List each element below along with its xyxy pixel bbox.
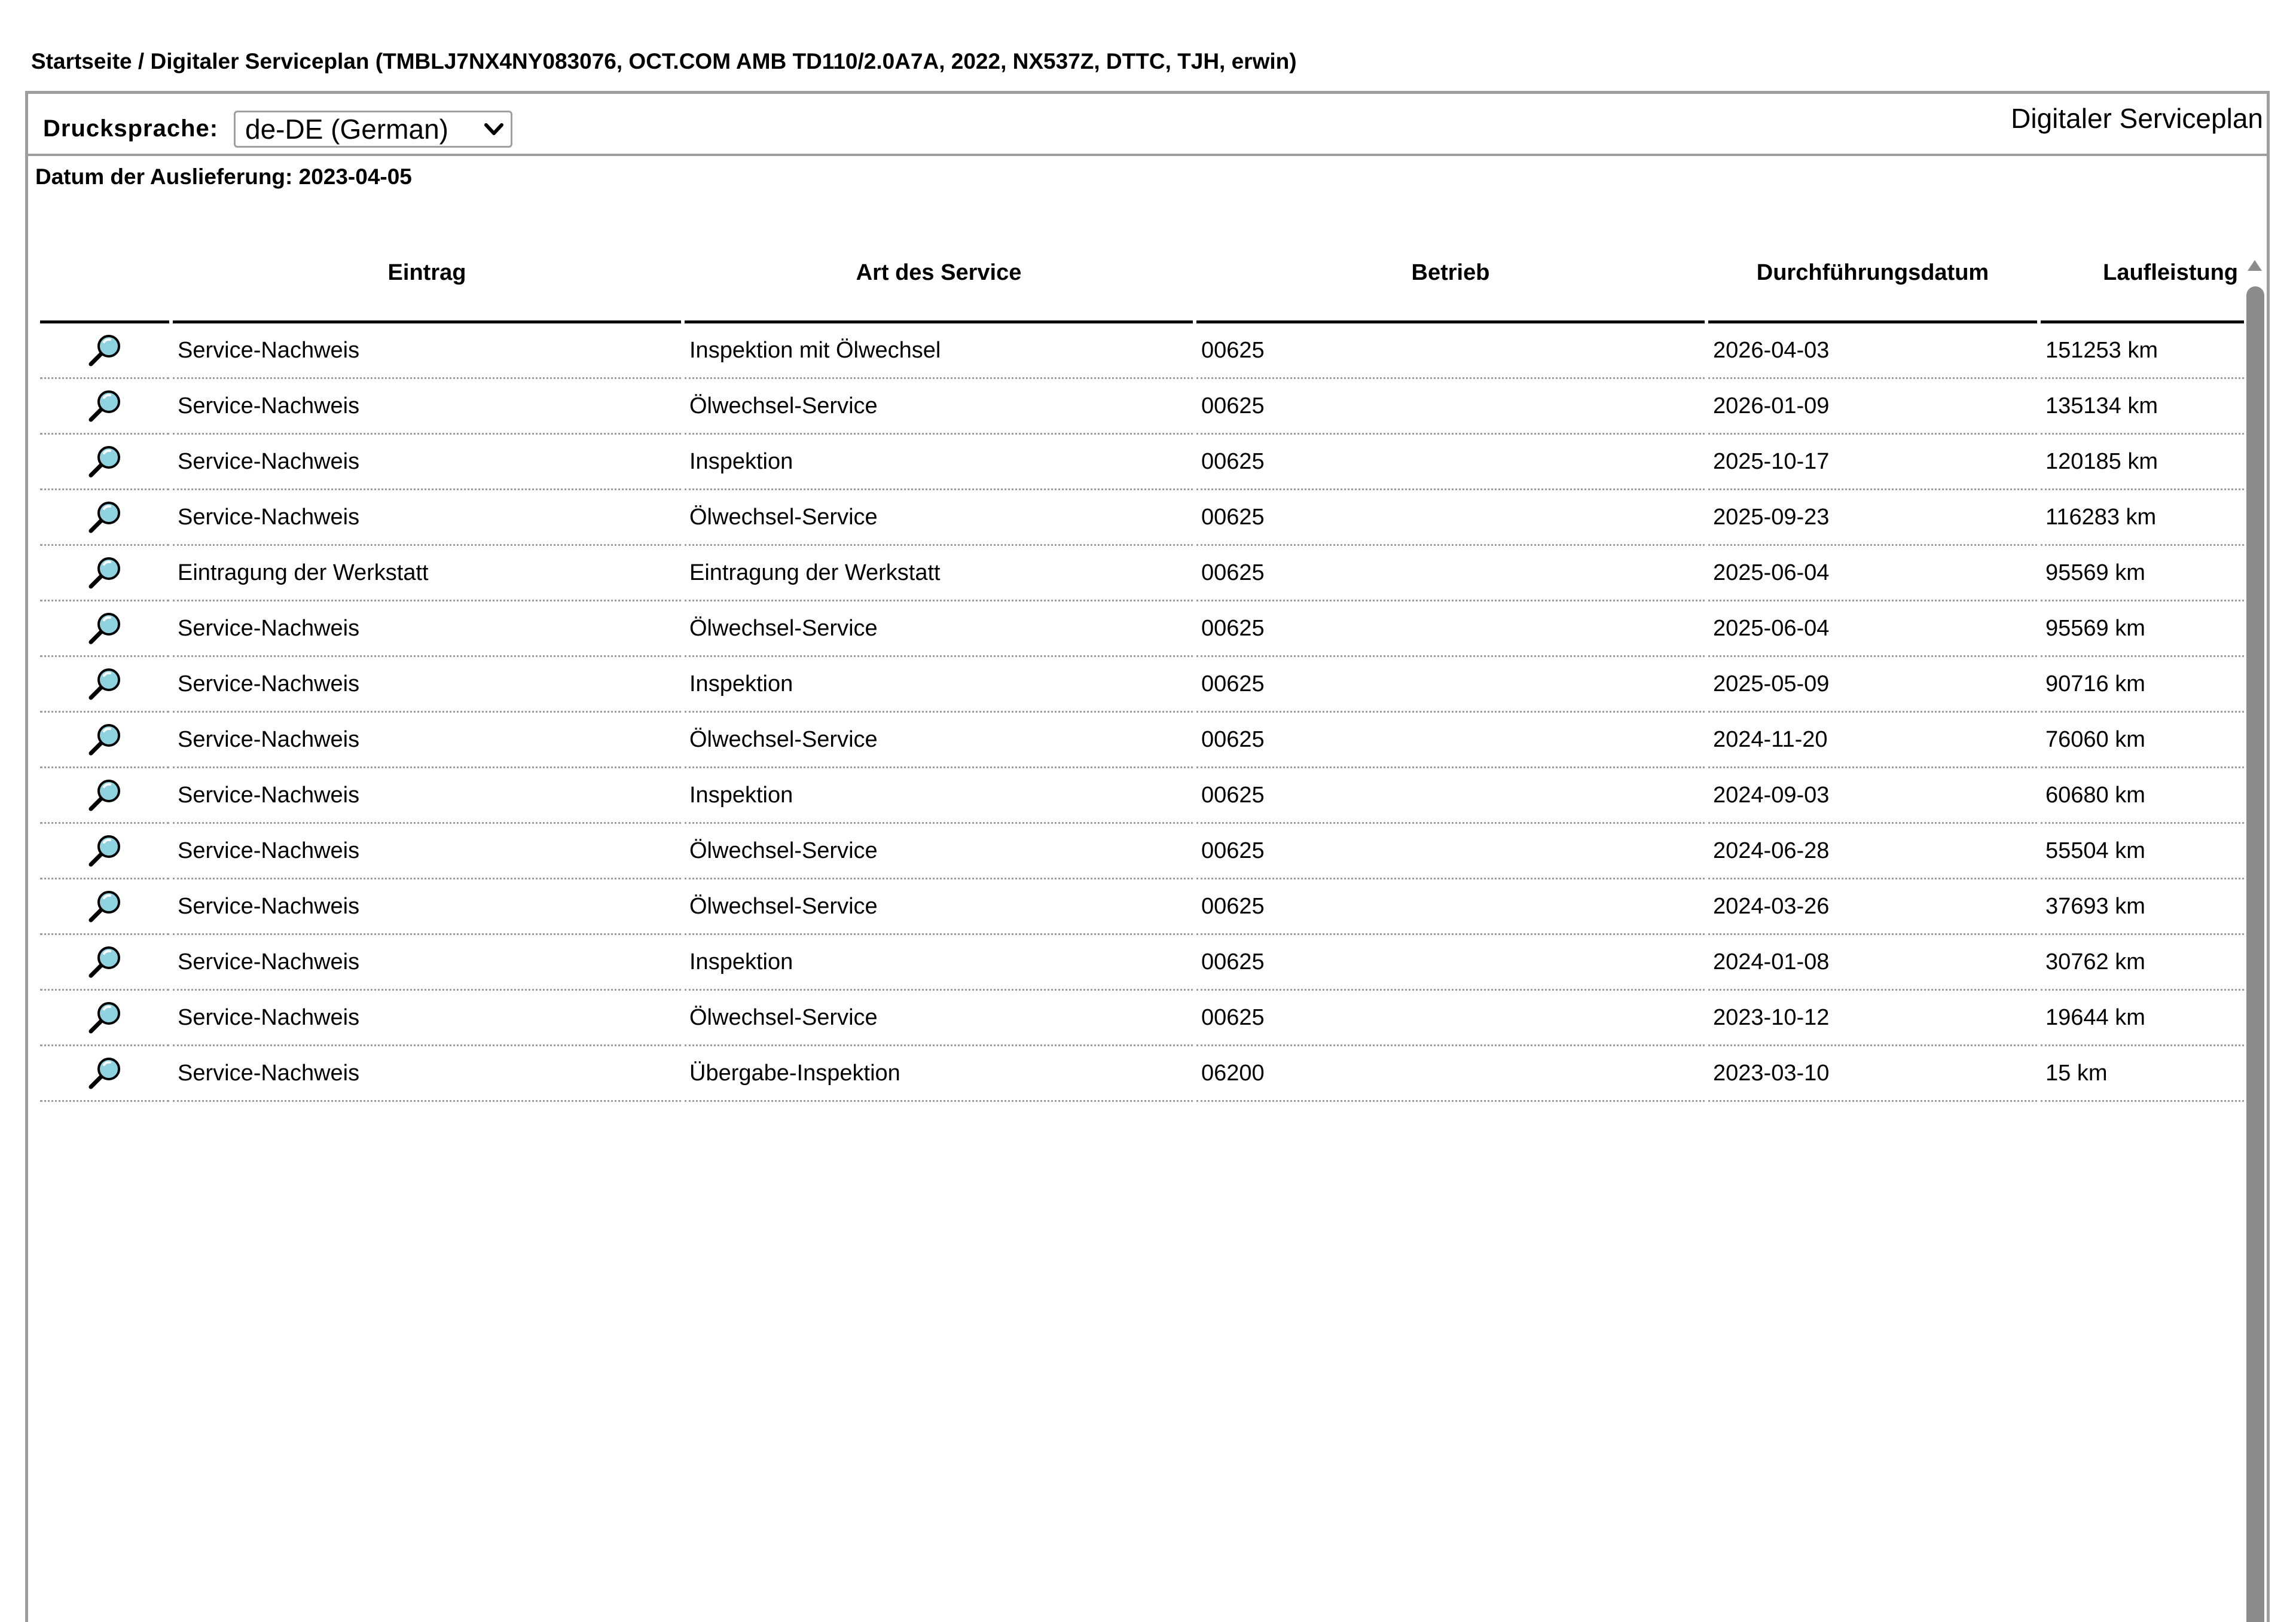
cell-mileage: 135134 km	[2041, 379, 2244, 435]
cell-entry: Service-Nachweis	[173, 991, 681, 1046]
cell-mileage: 60680 km	[2041, 768, 2244, 824]
cell-date: 2023-10-12	[1708, 991, 2037, 1046]
table-row	[40, 601, 2244, 657]
cell-entry: Eintragung der Werkstatt	[173, 546, 681, 601]
cell-service-type: Inspektion	[685, 657, 1193, 713]
cell-service-type: Inspektion	[685, 768, 1193, 824]
table-header-row	[40, 243, 2244, 323]
magnifier-icon[interactable]	[86, 499, 123, 536]
magnifier-icon[interactable]	[86, 443, 123, 480]
cell-date: 2026-01-09	[1708, 379, 2037, 435]
cell-entry: Service-Nachweis	[173, 601, 681, 657]
cell-entry: Service-Nachweis	[173, 379, 681, 435]
service-plan-panel	[25, 91, 2270, 1622]
magnifier-icon[interactable]	[86, 999, 123, 1036]
row-action-cell	[40, 991, 169, 1046]
table-row	[40, 379, 2244, 435]
panel-header	[28, 94, 2267, 156]
print-language-label: Drucksprache:	[43, 115, 219, 142]
magnifier-icon[interactable]	[86, 721, 123, 758]
row-action-cell	[40, 824, 169, 879]
table-row	[40, 935, 2244, 991]
cell-service-type: Ölwechsel-Service	[685, 601, 1193, 657]
cell-workshop: 00625	[1196, 379, 1705, 435]
magnifier-icon[interactable]	[86, 665, 123, 702]
row-action-cell	[40, 879, 169, 935]
table-row	[40, 1046, 2244, 1102]
row-action-cell	[40, 323, 169, 379]
cell-mileage: 76060 km	[2041, 713, 2244, 768]
panel-title: Digitaler Serviceplan	[2011, 103, 2263, 134]
row-action-cell	[40, 768, 169, 824]
table-row	[40, 435, 2244, 490]
cell-service-type: Ölwechsel-Service	[685, 824, 1193, 879]
print-language-value: de-DE (German)	[245, 114, 448, 145]
cell-entry: Service-Nachweis	[173, 1046, 681, 1102]
cell-date: 2024-06-28	[1708, 824, 2037, 879]
table-row	[40, 323, 2244, 379]
cell-date: 2024-09-03	[1708, 768, 2037, 824]
magnifier-icon[interactable]	[86, 610, 123, 647]
print-language-select[interactable]	[234, 111, 512, 148]
magnifier-icon[interactable]	[86, 332, 123, 369]
cell-workshop: 00625	[1196, 546, 1705, 601]
cell-service-type: Inspektion mit Ölwechsel	[685, 323, 1193, 379]
cell-date: 2025-09-23	[1708, 490, 2037, 546]
cell-mileage: 15 km	[2041, 1046, 2244, 1102]
cell-workshop: 00625	[1196, 991, 1705, 1046]
magnifier-icon[interactable]	[86, 554, 123, 591]
cell-service-type: Inspektion	[685, 935, 1193, 991]
row-action-cell	[40, 713, 169, 768]
cell-date: 2024-11-20	[1708, 713, 2037, 768]
cell-service-type: Ölwechsel-Service	[685, 991, 1193, 1046]
delivery-date: Datum der Auslieferung: 2023-04-05	[35, 164, 412, 189]
cell-entry: Service-Nachweis	[173, 323, 681, 379]
cell-workshop: 00625	[1196, 657, 1705, 713]
cell-entry: Service-Nachweis	[173, 490, 681, 546]
cell-entry: Service-Nachweis	[173, 935, 681, 991]
cell-mileage: 19644 km	[2041, 991, 2244, 1046]
row-action-cell	[40, 1046, 169, 1102]
cell-workshop: 06200	[1196, 1046, 1705, 1102]
row-action-cell	[40, 490, 169, 546]
cell-mileage: 90716 km	[2041, 657, 2244, 713]
magnifier-icon[interactable]	[86, 943, 123, 980]
cell-workshop: 00625	[1196, 879, 1705, 935]
cell-mileage: 55504 km	[2041, 824, 2244, 879]
scroll-up-arrow-icon[interactable]	[2246, 259, 2263, 272]
table-row	[40, 991, 2244, 1046]
column-header-workshop: Betrieb	[1196, 243, 1705, 323]
cell-workshop: 00625	[1196, 713, 1705, 768]
cell-entry: Service-Nachweis	[173, 657, 681, 713]
cell-workshop: 00625	[1196, 435, 1705, 490]
row-action-cell	[40, 935, 169, 991]
cell-workshop: 00625	[1196, 935, 1705, 991]
row-action-cell	[40, 546, 169, 601]
cell-mileage: 37693 km	[2041, 879, 2244, 935]
magnifier-icon[interactable]	[86, 1055, 123, 1092]
table-row	[40, 546, 2244, 601]
cell-date: 2026-04-03	[1708, 323, 2037, 379]
column-header-service-type: Art des Service	[685, 243, 1193, 323]
cell-service-type: Ölwechsel-Service	[685, 490, 1193, 546]
cell-date: 2024-01-08	[1708, 935, 2037, 991]
column-header-entry: Eintrag	[173, 243, 681, 323]
table-row	[40, 768, 2244, 824]
cell-mileage: 95569 km	[2041, 546, 2244, 601]
magnifier-icon[interactable]	[86, 777, 123, 814]
cell-entry: Service-Nachweis	[173, 824, 681, 879]
cell-mileage: 30762 km	[2041, 935, 2244, 991]
magnifier-icon[interactable]	[86, 387, 123, 424]
breadcrumb: Startseite / Digitaler Serviceplan (TMBLJ7NX4NY083076, OCT.COM AMB TD110/2.0A7A, 2022, NX537Z, DTTC, TJH, erwin)	[31, 49, 1297, 74]
cell-mileage: 95569 km	[2041, 601, 2244, 657]
vertical-scrollbar[interactable]	[2243, 162, 2267, 1622]
cell-mileage: 116283 km	[2041, 490, 2244, 546]
table-row	[40, 490, 2244, 546]
cell-service-type: Übergabe-Inspektion	[685, 1046, 1193, 1102]
magnifier-icon[interactable]	[86, 888, 123, 925]
row-action-cell	[40, 379, 169, 435]
cell-workshop: 00625	[1196, 824, 1705, 879]
magnifier-icon[interactable]	[86, 832, 123, 869]
column-header-date: Durchführungsdatum	[1708, 243, 2037, 323]
cell-mileage: 120185 km	[2041, 435, 2244, 490]
cell-date: 2023-03-10	[1708, 1046, 2037, 1102]
cell-workshop: 00625	[1196, 323, 1705, 379]
cell-service-type: Ölwechsel-Service	[685, 713, 1193, 768]
table-row	[40, 879, 2244, 935]
cell-service-type: Ölwechsel-Service	[685, 879, 1193, 935]
scroll-thumb[interactable]	[2246, 286, 2264, 1622]
cell-entry: Service-Nachweis	[173, 713, 681, 768]
cell-date: 2025-06-04	[1708, 546, 2037, 601]
cell-mileage: 151253 km	[2041, 323, 2244, 379]
column-header-mileage: Laufleistung	[2041, 243, 2244, 323]
cell-workshop: 00625	[1196, 490, 1705, 546]
row-action-cell	[40, 657, 169, 713]
row-action-cell	[40, 435, 169, 490]
cell-entry: Service-Nachweis	[173, 768, 681, 824]
cell-date: 2024-03-26	[1708, 879, 2037, 935]
cell-workshop: 00625	[1196, 601, 1705, 657]
cell-date: 2025-10-17	[1708, 435, 2037, 490]
cell-service-type: Ölwechsel-Service	[685, 379, 1193, 435]
cell-service-type: Eintragung der Werkstatt	[685, 546, 1193, 601]
cell-service-type: Inspektion	[685, 435, 1193, 490]
table-row	[40, 657, 2244, 713]
chevron-down-icon	[484, 123, 503, 136]
cell-entry: Service-Nachweis	[173, 435, 681, 490]
row-action-cell	[40, 601, 169, 657]
table-row	[40, 713, 2244, 768]
table-row	[40, 824, 2244, 879]
cell-date: 2025-06-04	[1708, 601, 2037, 657]
cell-date: 2025-05-09	[1708, 657, 2037, 713]
cell-workshop: 00625	[1196, 768, 1705, 824]
cell-entry: Service-Nachweis	[173, 879, 681, 935]
service-table	[36, 243, 2248, 1102]
column-header-icon	[40, 243, 169, 323]
